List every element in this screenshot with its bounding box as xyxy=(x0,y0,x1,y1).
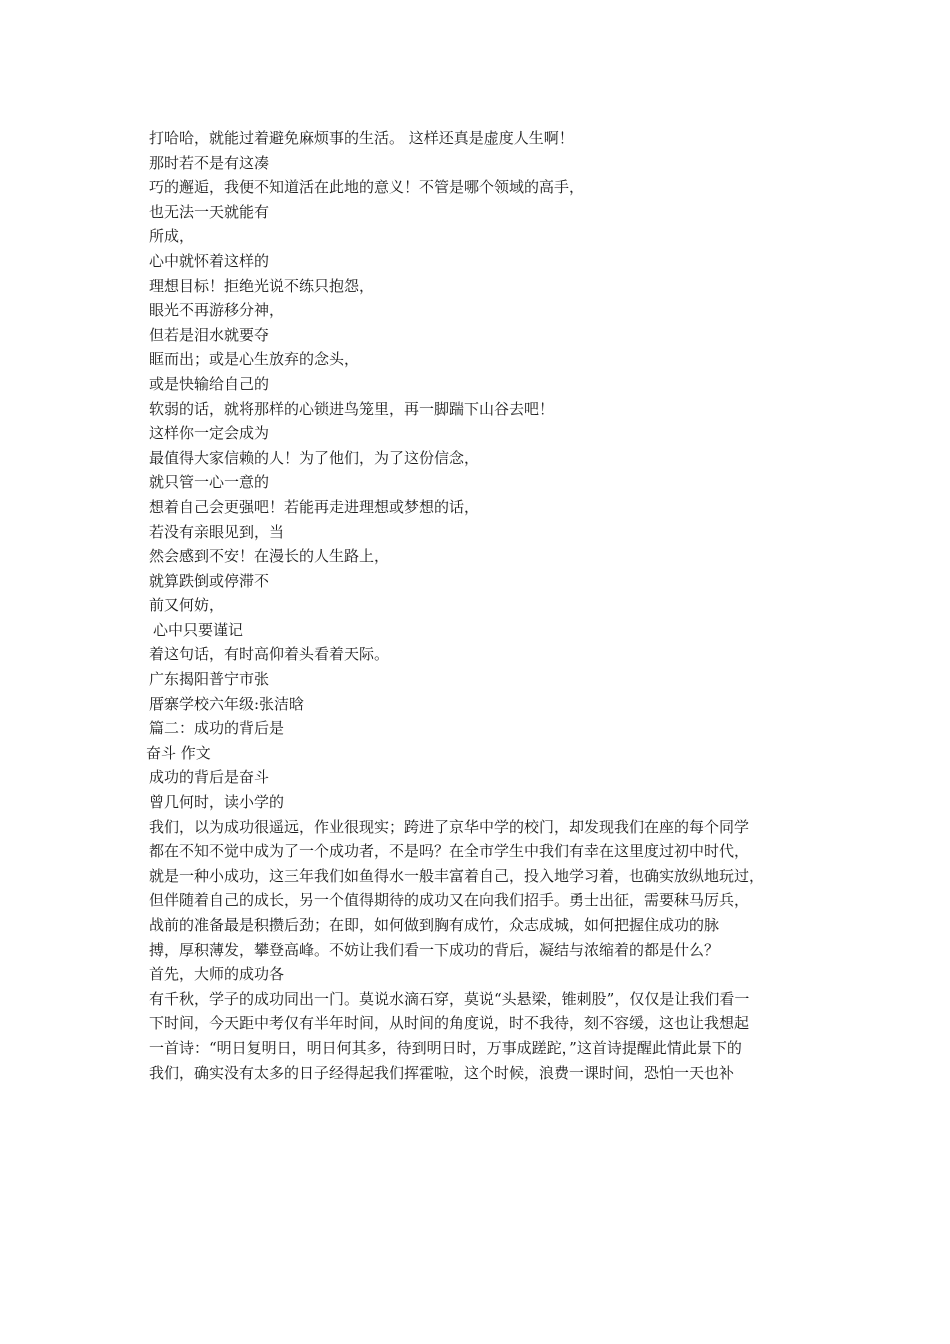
text-line: 眼光不再游移分神， xyxy=(149,301,285,320)
text-line: 或是快输给自己的 xyxy=(149,374,270,393)
text-line: 我们，确实没有太多的日子经得起我们挥霍啦，这个时候，浪费一课时间，恐怕一天也补 xyxy=(149,1063,735,1082)
text-line: 若没有亲眼见到，当 xyxy=(149,522,285,541)
text-line: 就算跌倒或停滞不 xyxy=(149,571,270,590)
text-line: 前又何妨， xyxy=(149,596,225,615)
text-line: 最值得大家信赖的人！为了他们，为了这份信念， xyxy=(149,448,480,467)
text-line: 心中就怀着这样的 xyxy=(149,251,270,270)
text-line: 搏，厚积薄发，攀登高峰。不妨让我们看一下成功的背后，凝结与浓缩着的都是什么？ xyxy=(149,940,720,959)
text-line: 一首诗：“明日复明日，明日何其多，待到明日时，万事成蹉跎，”这首诗提醒此情此景下的 xyxy=(149,1038,742,1057)
text-line: 理想目标！拒绝光说不练只抱怨， xyxy=(149,276,375,295)
text-line: 有千秋，学子的成功同出一门。莫说水滴石穿，莫说“头悬梁，锥刺股”，仅仅是让我们看一 xyxy=(149,989,750,1008)
document-text-body xyxy=(147,126,822,1085)
text-line: 就只管一心一意的 xyxy=(149,473,270,492)
text-line: 巧的邂逅，我便不知道活在此地的意义！不管是哪个领域的高手， xyxy=(149,178,585,197)
essay-title: 成功的背后是奋斗 xyxy=(149,768,270,787)
text-line: 想着自己会更强吧！若能再走进理想或梦想的话， xyxy=(149,497,480,516)
text-line: 然会感到不安！在漫长的人生路上， xyxy=(149,547,390,566)
text-line: 首先，大师的成功各 xyxy=(149,965,285,984)
text-line: 曾几何时，读小学的 xyxy=(149,793,285,812)
text-line: 但若是泪水就要夺 xyxy=(149,325,270,344)
text-line: 打哈哈，就能过着避免麻烦事的生活。 这样还真是虚度人生啊！ xyxy=(149,129,574,147)
text-line: 所成， xyxy=(149,227,195,246)
text-line: 那时若不是有这凑 xyxy=(149,153,270,172)
section-heading: 篇二：成功的背后是 xyxy=(149,719,285,738)
text-line: 战前的准备最是积攒后劲；在即，如何做到胸有成竹，众志成城，如何把握住成功的脉 xyxy=(149,916,720,934)
section-heading: 奋斗 作文 xyxy=(146,743,211,762)
text-line: 就是一种小成功，这三年我们如鱼得水一般丰富着自己，投入地学习着，也确实放纵地玩过， xyxy=(149,866,765,885)
text-line: 这样你一定会成为 xyxy=(149,424,270,443)
text-line: 都在不知不觉中成为了一个成功者，不是吗？在全市学生中我们有幸在这里度过初中时代， xyxy=(149,842,750,861)
text-line: 着这句话，有时高仰着头看着天际。 xyxy=(149,645,390,664)
text-line: 厝寨学校六年级:张洁晗 xyxy=(149,694,305,713)
text-line: 心中只要谨记 xyxy=(153,620,244,639)
text-line: 软弱的话，就将那样的心锁进鸟笼里，再一脚踹下山谷去吧！ xyxy=(149,399,555,418)
text-line: 但伴随着自己的成长，另一个值得期待的成功又在向我们招手。勇士出征，需要秣马厉兵， xyxy=(149,891,750,910)
text-line: 眶而出；或是心生放弃的念头， xyxy=(149,350,360,369)
text-line: 我们，以为成功很遥远，作业很现实；跨进了京华中学的校门，却发现我们在座的每个同学 xyxy=(149,817,750,836)
text-line: 下时间，今天距中考仅有半年时间，从时间的角度说，时不我待，刻不容缓，这也让我想起 xyxy=(149,1014,750,1033)
text-line: 广东揭阳普宁市张 xyxy=(149,670,270,689)
text-line: 也无法一天就能有 xyxy=(149,202,270,221)
